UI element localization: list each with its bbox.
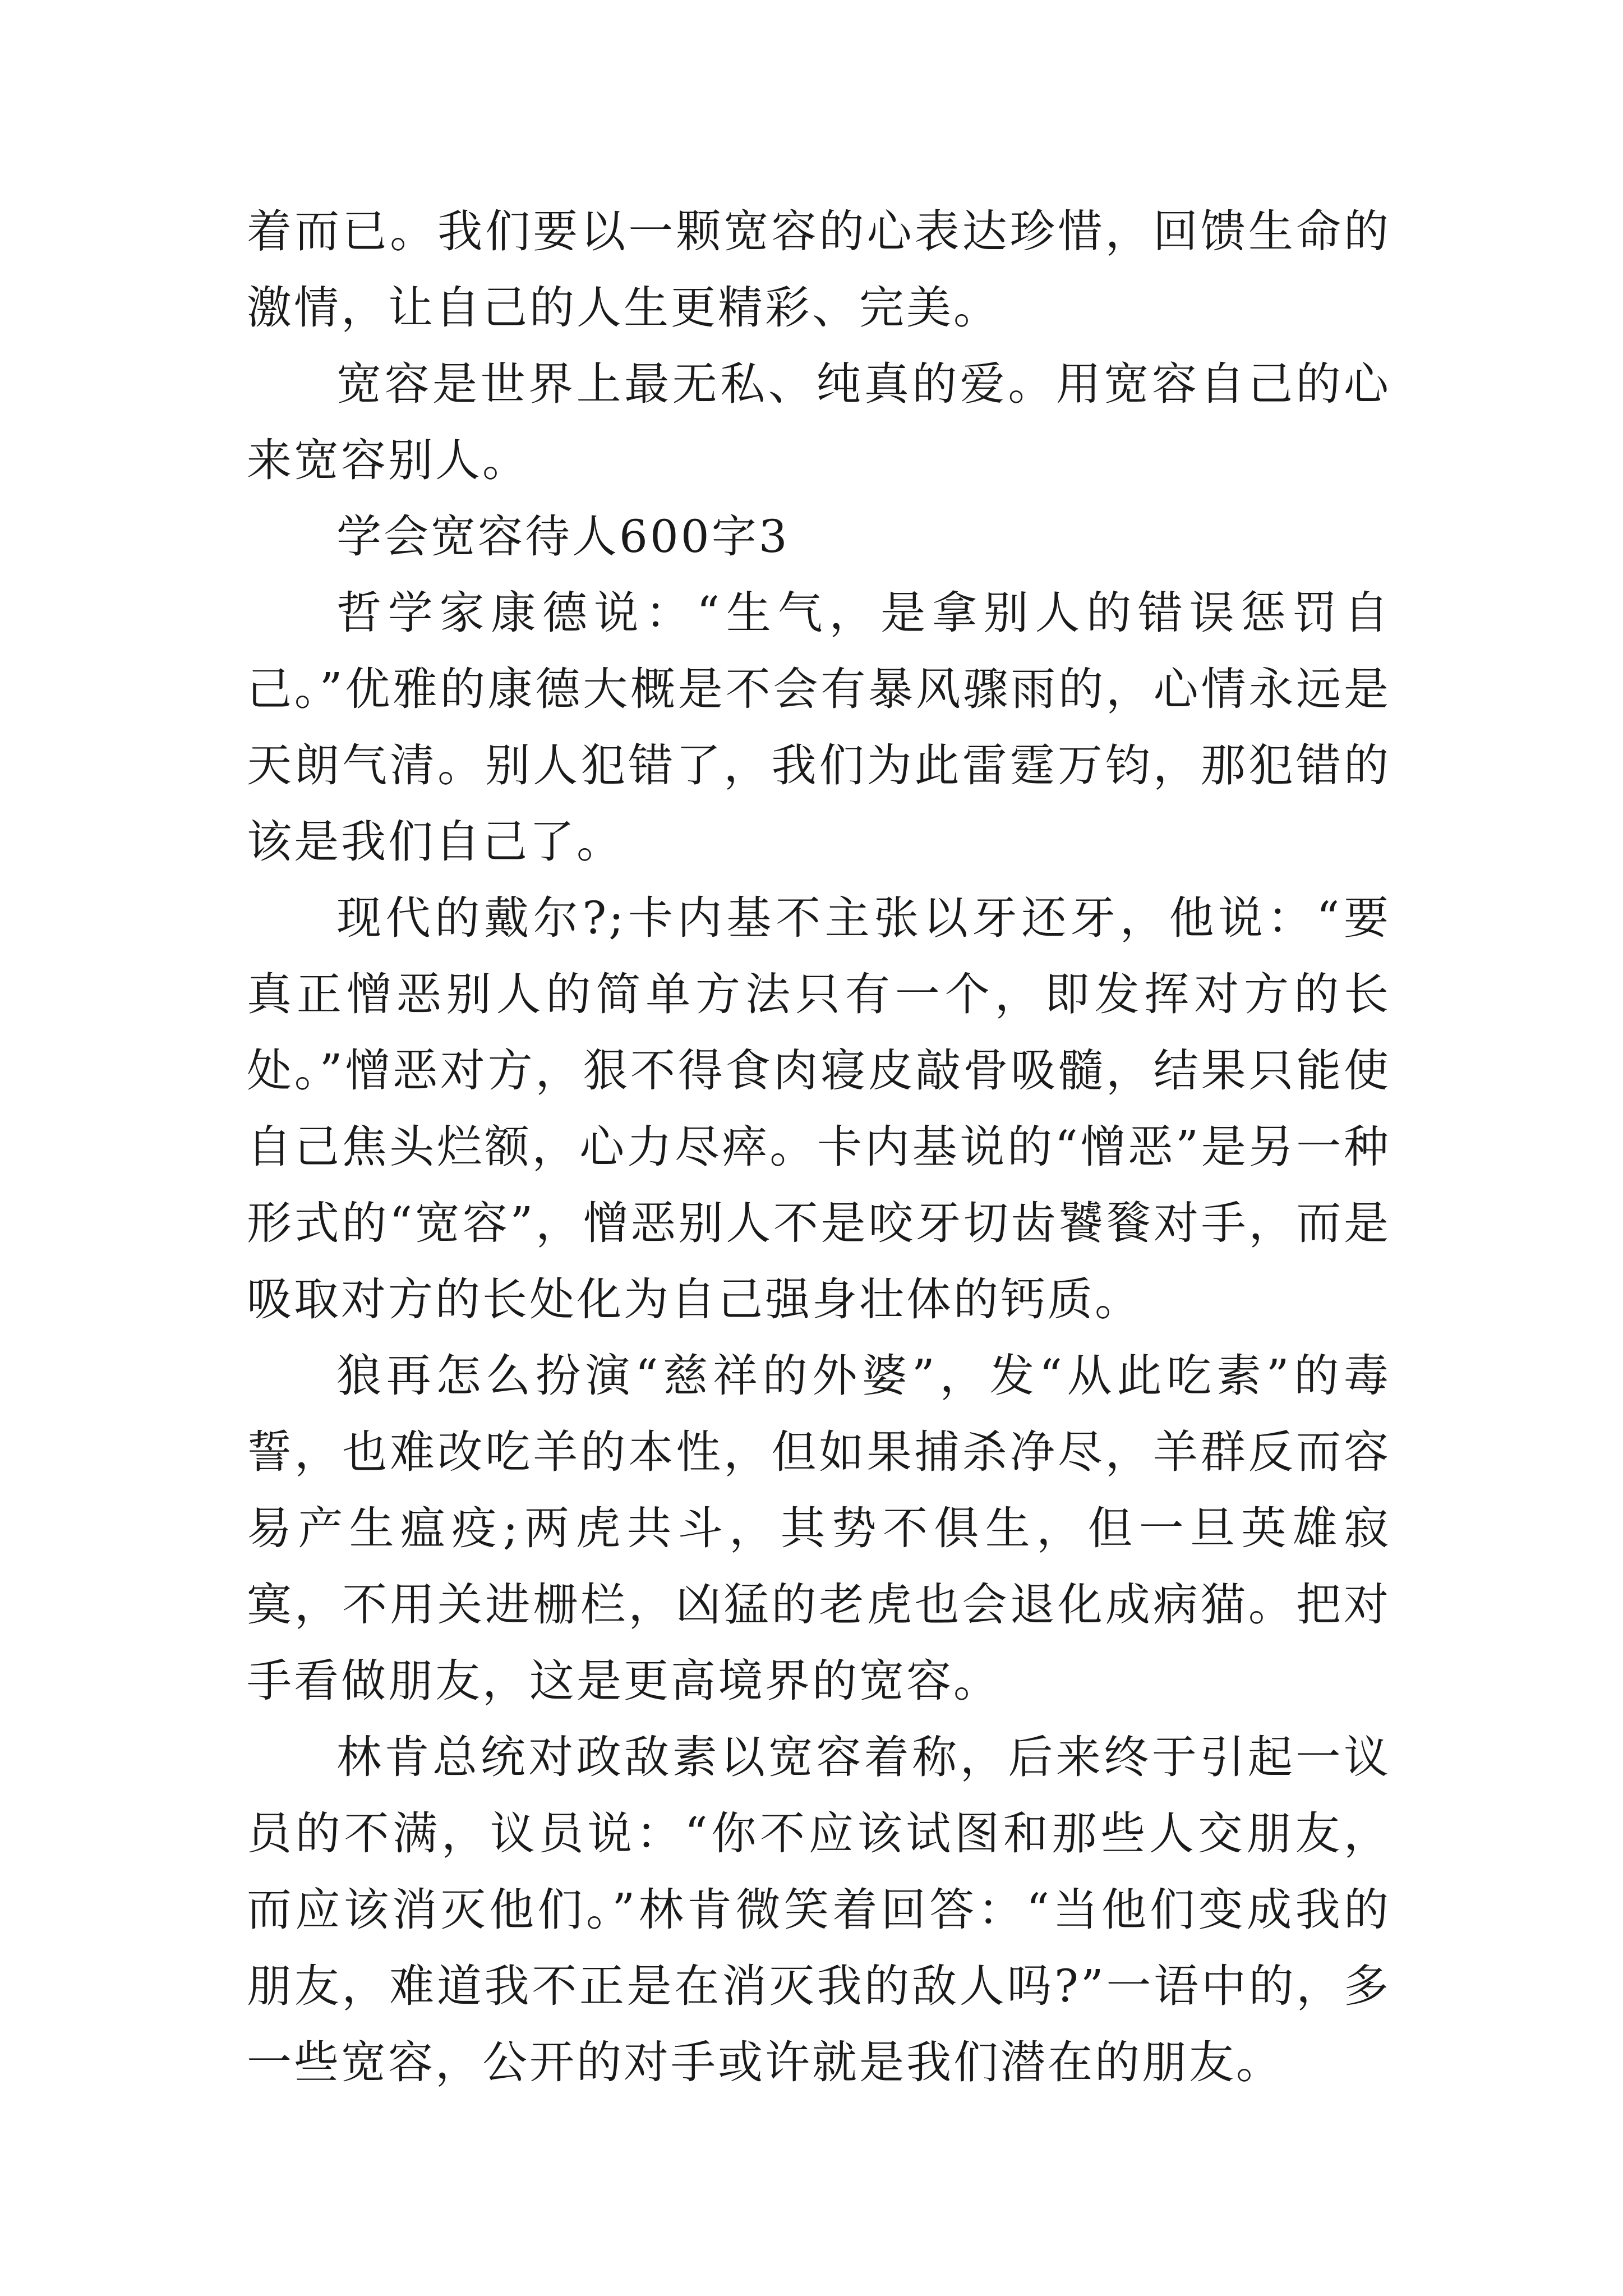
paragraph-4: 现代的戴尔?;卡内基不主张以牙还牙，他说：“要真正憎恶别人的简单方法只有一个，即发挥对方的长处。”憎恶对方，狠不得食肉寝皮敲骨吸髓，结果只能使自己焦头烂额，心力尽瘁。卡内基说的“憎恶”是另一种形式的“宽容”，憎恶别人不是咬牙切齿饕餮对手，而是吸取对方的长处化为自己强身壮体的钙质。 [247,892,1391,1326]
paragraph-1: 着而已。我们要以一颗宽容的心表达珍惜，回馈生命的激情，让自己的人生更精彩、完美。 [247,205,1391,334]
paragraph-2: 宽容是世界上最无私、纯真的爱。用宽容自己的心来宽容别人。 [247,358,1391,486]
document-body [247,194,1391,2101]
paragraph-6: 林肯总统对政敌素以宽容着称，后来终于引起一议员的不满，议员说：“你不应该试图和那些人交朋友，而应该消灭他们。”林肯微笑着回答：“当他们变成我的朋友，难道我不正是在消灭我的敌人吗?”一语中的，多一些宽容，公开的对手或许就是我们潜在的朋友。 [247,1731,1391,2088]
paragraph-5: 狼再怎么扮演“慈祥的外婆”，发“从此吃素”的毒誓，也难改吃羊的本性，但如果捕杀净尽，羊群反而容易产生瘟疫;两虎共斗，其势不俱生，但一旦英雄寂寞，不用关进栅栏，凶猛的老虎也会退化成病猫。把对手看做朋友，这是更高境界的宽容。 [247,1350,1391,1707]
paragraph-3: 哲学家康德说：“生气，是拿别人的错误惩罚自己。”优雅的康德大概是不会有暴风骤雨的，心情永远是天朗气清。别人犯错了，我们为此雷霆万钧，那犯错的该是我们自己了。 [247,587,1391,868]
section-heading: 学会宽容待人600字3 [336,510,790,563]
